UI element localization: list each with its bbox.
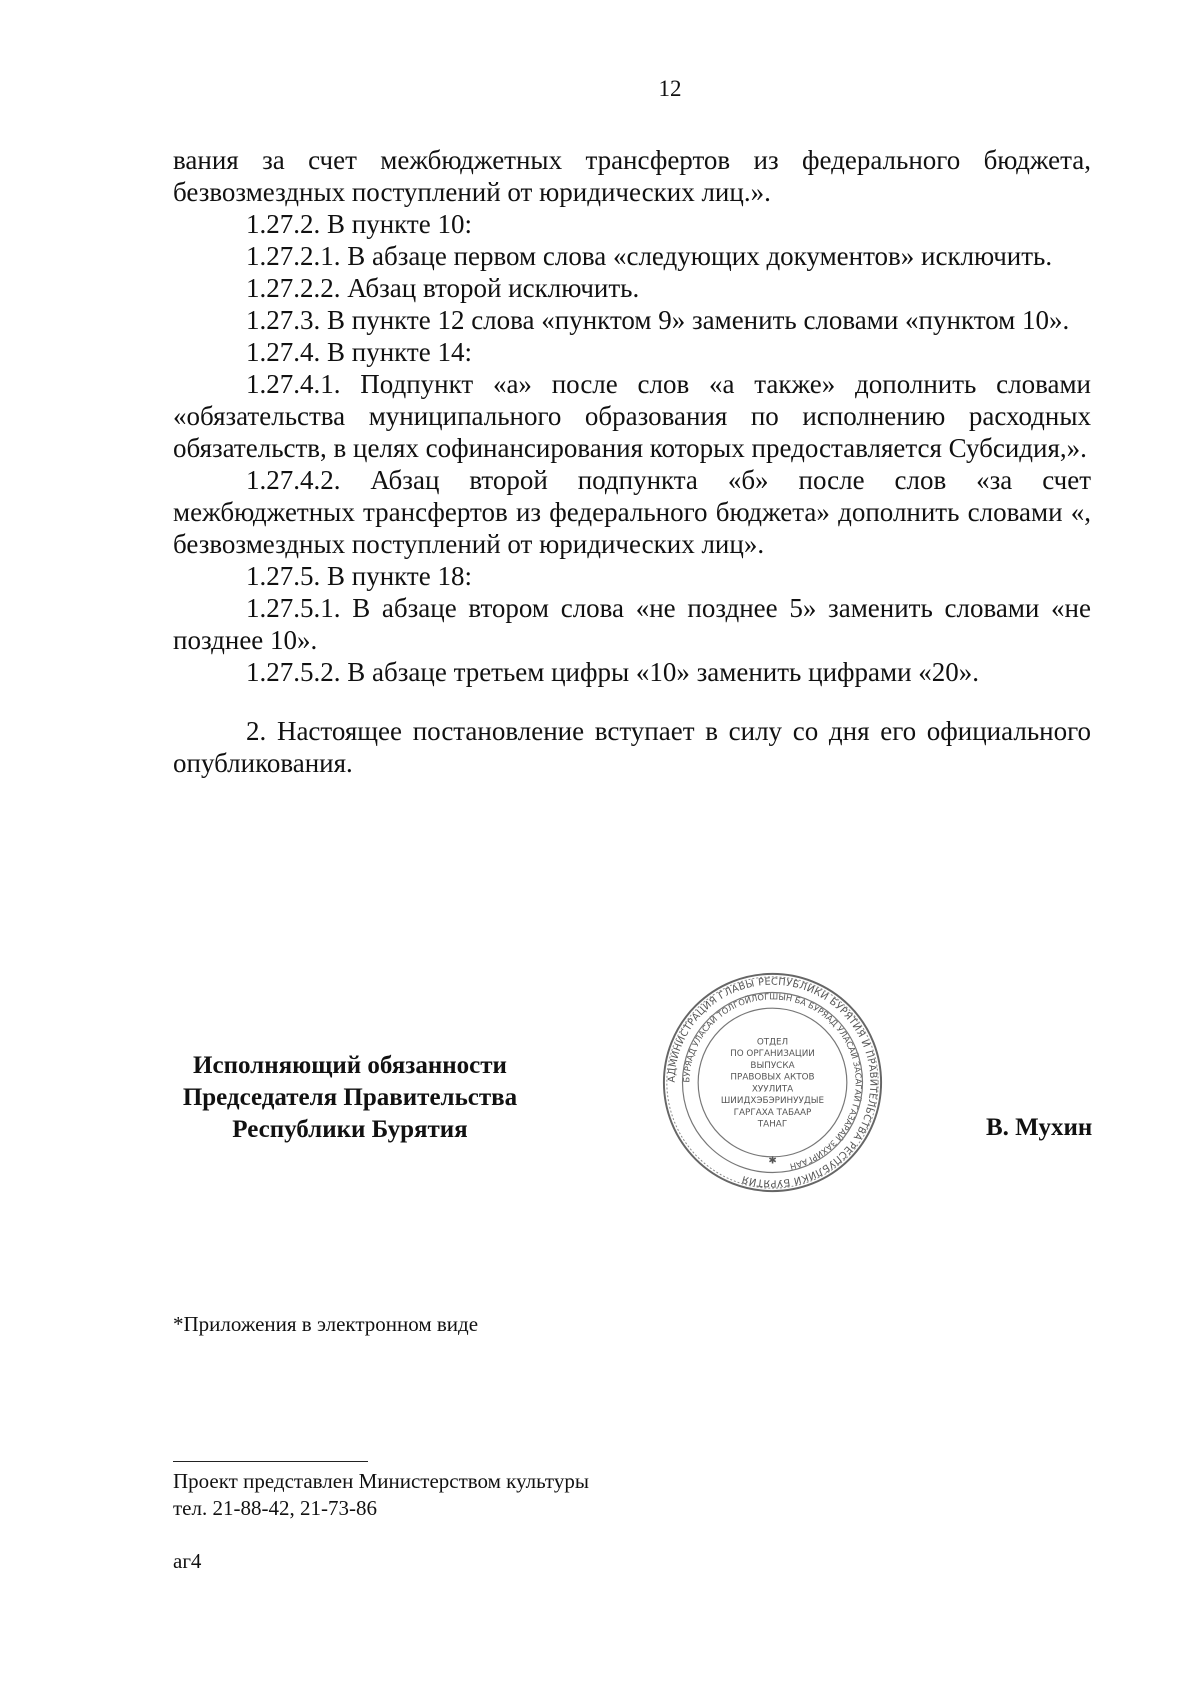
- appendix-note: *Приложения в электронном виде: [173, 1312, 479, 1336]
- signatory-title-line: Председателя Правительства: [182, 1084, 518, 1111]
- footnote-line: тел. 21-88-42, 21-73-86: [173, 1496, 377, 1520]
- paragraph-1-27-5-2: 1.27.5.2. В абзаце третьем цифры «10» заменить цифрами «20».: [246, 657, 980, 687]
- paragraph-1-27-2: 1.27.2. В пункте 10:: [246, 209, 472, 239]
- seal-star-icon: ✱: [768, 1155, 777, 1167]
- signatory-name: В. Мухин: [986, 1114, 1093, 1141]
- paragraph-1-27-4-2: 1.27.4.2. Абзац второй подпункта «б» после слов «за счет межбюджетных трансфертов из федерального бюджета» дополнить словами «, безвозмездных поступлений от юридических лиц».: [173, 465, 1091, 559]
- paragraph-1-27-4: 1.27.4. В пункте 14:: [246, 337, 472, 367]
- official-seal: [660, 970, 885, 1195]
- signatory-title-line: Исполняющий обязанности: [193, 1052, 507, 1079]
- paragraph-2: 2. Настоящее постановление вступает в силу со дня его официального опубликования.: [173, 716, 1091, 778]
- signatory-title: [160, 1050, 540, 1146]
- footnote-line: Проект представлен Министерством культуры: [173, 1469, 589, 1493]
- paragraph-1-27-5-1: 1.27.5.1. В абзаце втором слова «не позднее 5» заменить словами «не позднее 10».: [173, 593, 1091, 655]
- seal-outer-text: АДМИНИСТРАЦИЯ ГЛАВЫ РЕСПУБЛИКИ БУРЯТИЯ И ПРАВИТЕЛЬСТВА РЕСПУБЛИКИ БУРЯТИЯ: [666, 976, 879, 1189]
- paragraph-1-27-4-1: 1.27.4.1. Подпункт «а» после слов «а также» дополнить словами «обязательства муниципального образования по исполнению расходных обязательств, в целях софинансирования которых предоставляется Субсидия,».: [173, 369, 1091, 463]
- seal-inner-text: БУРЯАД УЛАСАЙ ТОЛГОЙЛОГШЫН БА БУРЯАД УЛАСАЙ ЗАСАГАЙ ГАЗАРАЙ ЗАХИРГААН: [681, 991, 864, 1172]
- paragraph-1-27-3: 1.27.3. В пункте 12 слова «пунктом 9» заменить словами «пунктом 10».: [246, 305, 1070, 335]
- seal-center-line: ВЫПУСКА: [750, 1060, 795, 1071]
- document-body: [173, 144, 1091, 779]
- seal-center-line: ШИИДХЭБЭРИНУУДЫЕ: [720, 1096, 825, 1107]
- document-code: аг4: [173, 1549, 202, 1573]
- seal-center-line: ГАРГАХА ТАБААР: [733, 1107, 812, 1118]
- page-number: 12: [658, 76, 682, 101]
- seal-center-line: ХУУЛИТА: [751, 1084, 794, 1095]
- signatory-title-line: Республики Бурятия: [232, 1116, 468, 1143]
- seal-center-line: ТАHАГ: [757, 1119, 788, 1130]
- paragraph-1-27-2-2: 1.27.2.2. Абзац второй исключить.: [246, 273, 640, 303]
- footnote: [173, 1468, 589, 1522]
- paragraph-1-27-2-1: 1.27.2.1. В абзаце первом слова «следующих документов» исключить.: [246, 241, 1053, 271]
- seal-center-line: ОТДЕЛ: [756, 1037, 789, 1048]
- seal-center-line: ПРАВОВЫХ АКТОВ: [730, 1072, 815, 1083]
- seal-center-line: ПО ОРГАНИЗАЦИИ: [730, 1049, 815, 1060]
- paragraph-continuation: вания за счет межбюджетных трансфертов из федерального бюджета, безвозмездных поступлений от юридических лиц.».: [173, 145, 1091, 207]
- footnote-divider: [173, 1461, 368, 1462]
- paragraph-1-27-5: 1.27.5. В пункте 18:: [246, 561, 472, 591]
